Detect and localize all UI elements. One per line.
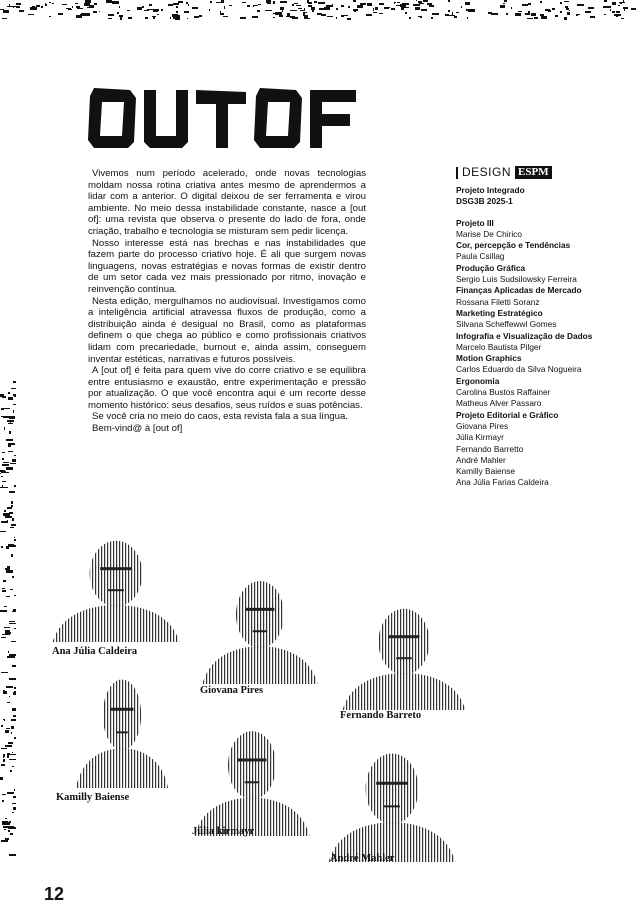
credit-role: Cor, percepção e Tendências [456, 240, 571, 251]
credits-list [456, 218, 606, 489]
portrait-fernando [340, 600, 468, 710]
credit-person: Carlos Eduardo da Silva Nogueira [456, 364, 582, 375]
brand-design-text: DESIGN [462, 164, 512, 179]
credit-person: Fernando Barretto [456, 443, 524, 454]
credit-person: Paula Csillag [456, 251, 505, 262]
credit-role: Projeto Editorial e Gráfico [456, 409, 559, 420]
portrait-kamilly [74, 670, 170, 788]
credit-person: Kamilly Baiense [456, 466, 516, 477]
intro-paragraph-2: Nosso interesse está nas brechas e nas instabilidades que fazem parte do processo criativo hoje. É ali que surgem novas linguagens, novas estratégias e novas formas de existir dentro de um setor cada vez mais pressionado por ritmo, inovação e reinvenção contínua. [88, 237, 366, 295]
credit-role: Motion Graphics [456, 353, 522, 364]
name-andre: André Mahler [330, 853, 395, 864]
name-fernando: Fernando Barreto [340, 710, 422, 721]
credit-person: Ana Júlia Farias Caldeira [456, 477, 549, 488]
portrait-giovana [200, 572, 320, 684]
project-title: Projeto Integrado [456, 185, 525, 195]
credit-person: Júlia Kirmayr [456, 432, 504, 443]
credits-column [456, 166, 606, 489]
credit-person: Marcelo Bautista Pilger [456, 341, 542, 352]
intro-paragraph-4: A [out of] é feita para quem vive do corre criativo e se equilibra entre entusiasmo e exaustão, entre experimentação e pressão por atualização. O que você encontra aqui é um recorte desse momento histórico: seus desafios, seus ruídos e suas potências. [88, 365, 366, 411]
name-giovana: Giovana Pires [200, 685, 264, 696]
editorial-intro [88, 168, 366, 435]
name-kamilly: Kamilly Baiense [56, 792, 130, 803]
credit-person: Sergio Luis Sudsilowsky Ferreira [456, 274, 577, 285]
credit-role: Produção Gráfica [456, 262, 526, 273]
credit-person: Marise De Chirico [456, 228, 522, 239]
intro-paragraph-6: Bem-vind@ à [out of] [92, 423, 183, 435]
credit-role: Finanças Aplicadas de Mercado [456, 285, 582, 296]
credit-person: Giovana Pires [456, 420, 509, 431]
credit-person: Rossana Filetti Soranz [456, 296, 540, 307]
name-julia: Júlia kirmayr [192, 826, 255, 837]
brand-bar [456, 167, 458, 179]
portrait-andre [326, 744, 458, 862]
intro-paragraph-3: Nesta edição, mergulhamos no audiovisual. Investigamos como a inteligência artificial atravessa fluxos de produção, como a distribuição ainda é desigual no Brasil, como as plataformas definem o que chega ao público e como profissionais criativos lidam com precariedade, burnout e, ainda assim, conseguem inventar estéticas, narrativas e futuros possíveis. [88, 295, 366, 365]
credit-role: Infografia e Visualização de Dados [456, 330, 593, 341]
credit-role: Marketing Estratégico [456, 307, 543, 318]
name-ana: Ana Júlia Caldeira [52, 646, 138, 657]
project-code: DSG3B 2025-1 [456, 196, 513, 207]
credit-person: Matheus Alver Passaro [456, 398, 542, 409]
portrait-ana [50, 532, 182, 642]
credit-role: Ergonomia [456, 375, 500, 386]
credit-role: Projeto III [456, 217, 494, 228]
magazine-title-logo [84, 78, 364, 158]
credit-person: Silvana Scheffewwl Gomes [456, 319, 557, 330]
decorative-noise-strip-left [0, 380, 16, 860]
intro-paragraph-1: Vivemos num período acelerado, onde novas tecnologias moldam nossa rotina criativa antes mesmo de aprendermos a lidar com a anterior. O digital deixou de ser ferramenta e virou ambiente. No meio dessa instabilidade constante, nasce a [out of]: uma revista que observa o presente do lado de fora, onde criação, trabalho e tecnologia se misturam sem pedir licença. [88, 168, 366, 237]
credit-person: Carolina Bustos Raffainer [456, 387, 551, 398]
page-number: 12 [44, 884, 65, 904]
portrait-julia [192, 722, 312, 836]
design-espm-logo [456, 166, 606, 179]
decorative-noise-strip-top [0, 0, 636, 22]
intro-paragraph-5: Se você cria no meio do caos, esta revista fala a sua língua. [92, 411, 348, 423]
credit-person: André Mahler [456, 454, 506, 465]
brand-espm-text: ESPM [515, 166, 552, 179]
